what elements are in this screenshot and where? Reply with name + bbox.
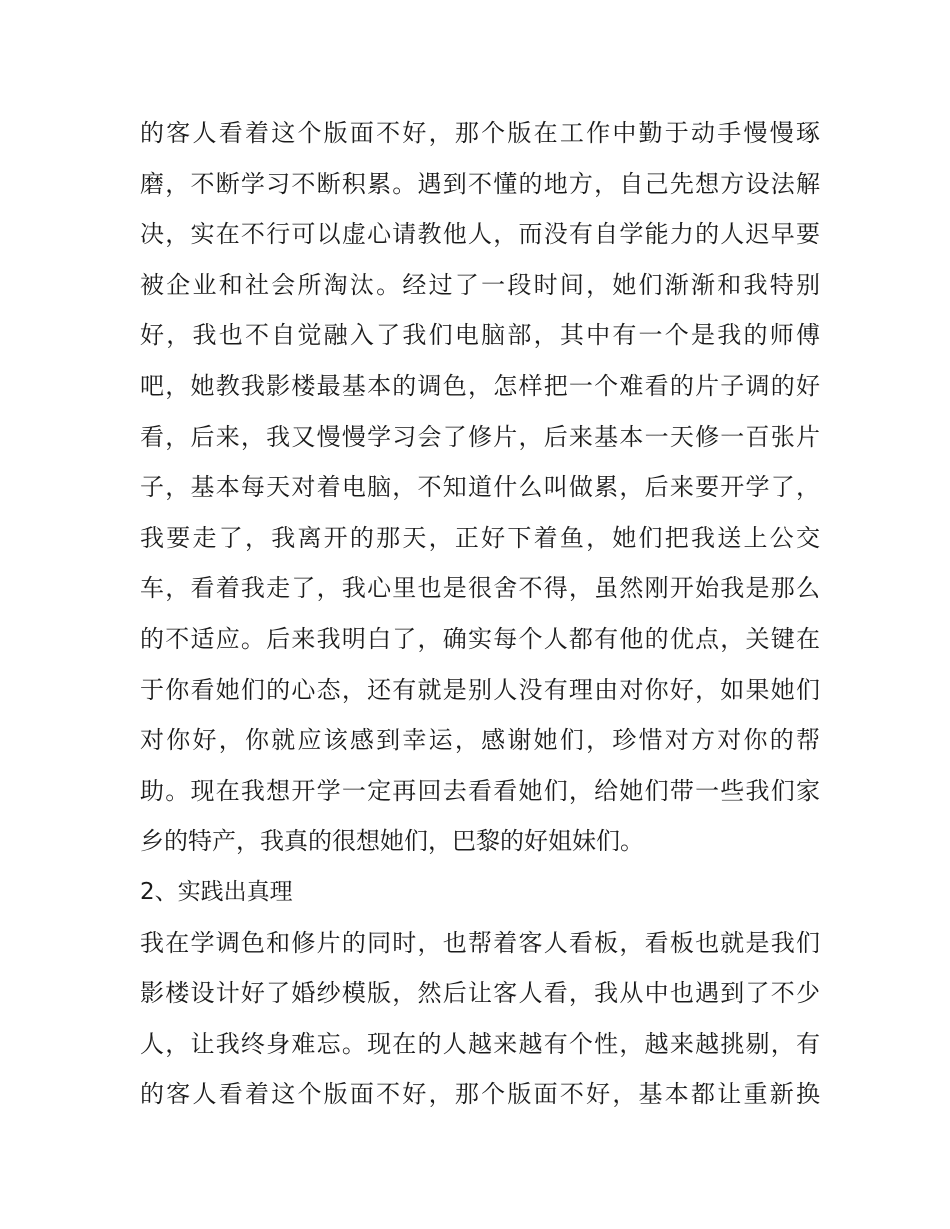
section-heading: 2、实践出真理: [140, 878, 293, 905]
text-line-13: 对你好，你就应该感到幸运，感谢她们，珍惜对方对你的帮: [140, 726, 820, 755]
text-line-12: 于你看她们的心态，还有就是别人没有理由对你好，如果她们: [140, 675, 820, 704]
text-line-2: 磨，不断学习不断积累。遇到不懂的地方，自己先想方设法解: [140, 169, 820, 198]
text-line-17: 我在学调色和修片的同时，也帮着客人看板，看板也就是我们: [140, 928, 820, 957]
text-line-19: 人，让我终身难忘。现在的人越来越有个性，越来越挑剔，有: [140, 1029, 820, 1058]
text-line-8: 子，基本每天对着电脑，不知道什么叫做累，后来要开学了，: [140, 473, 820, 502]
text-line-3: 决，实在不行可以虚心请教他人，而没有自学能力的人迟早要: [140, 220, 820, 249]
text-line-14: 助。现在我想开学一定再回去看看她们，给她们带一些我们家: [140, 776, 820, 805]
text-line-11: 的不适应。后来我明白了，确实每个人都有他的优点，关键在: [140, 624, 820, 653]
text-line-4: 被企业和社会所淘汰。经过了一段时间，她们渐渐和我特别: [140, 270, 820, 299]
text-line-20: 的客人看着这个版面不好，那个版面不好，基本都让重新换: [140, 1080, 820, 1109]
text-line-1: 的客人看着这个版面不好，那个版在工作中勤于动手慢慢琢: [140, 119, 820, 147]
text-line-7: 看，后来，我又慢慢学习会了修片，后来基本一天修一百张片: [140, 422, 820, 451]
text-line-6: 吧，她教我影楼最基本的调色，怎样把一个难看的片子调的好: [140, 371, 820, 400]
text-line-5: 好，我也不自觉融入了我们电脑部，其中有一个是我的师傅: [140, 321, 820, 350]
text-line-10: 车，看着我走了，我心里也是很舍不得，虽然刚开始我是那么: [140, 574, 820, 603]
text-line-18: 影楼设计好了婚纱模版，然后让客人看，我从中也遇到了不少: [140, 979, 820, 1008]
document-body: [140, 108, 820, 1120]
text-line-15: 乡的特产，我真的很想她们，巴黎的好姐妹们。: [140, 827, 644, 856]
text-line-9: 我要走了，我离开的那天，正好下着鱼，她们把我送上公交: [140, 523, 820, 552]
